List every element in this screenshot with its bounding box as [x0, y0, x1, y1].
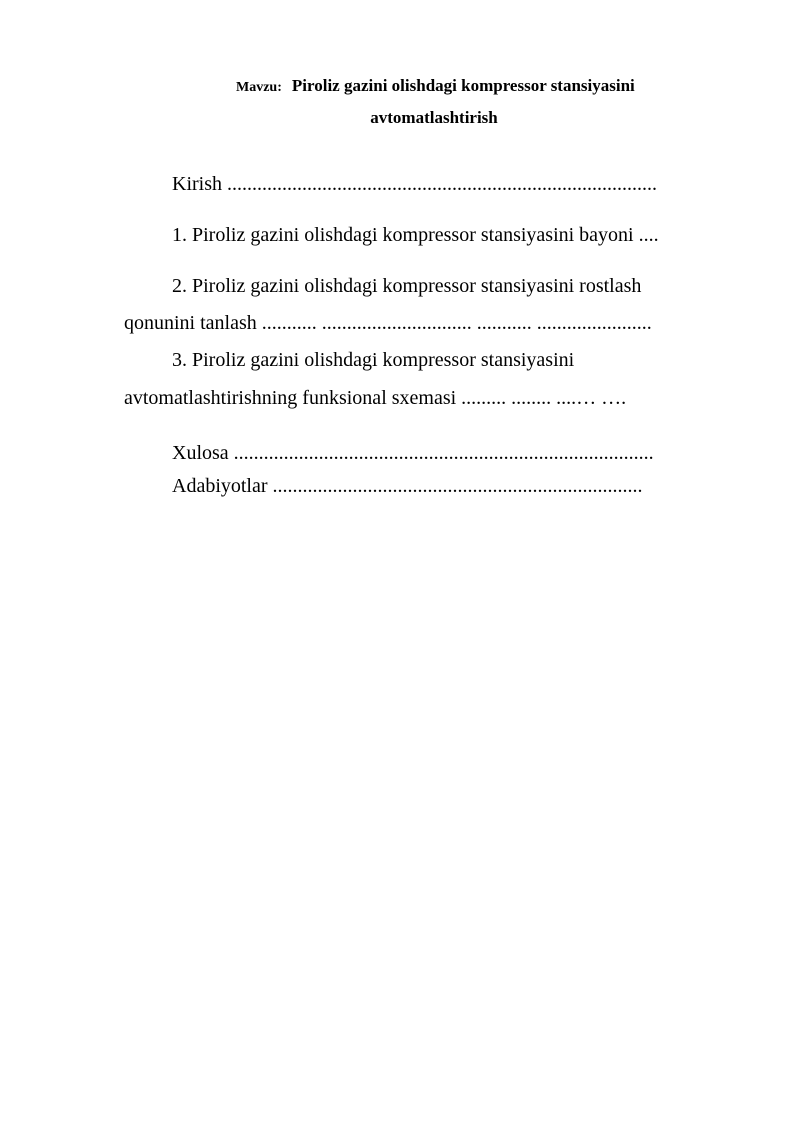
topic-heading [236, 76, 635, 96]
topic-label: Mavzu: [236, 80, 282, 95]
toc-entry-adabiyotlar: Adabiyotlar .......................................................................... [172, 475, 643, 497]
toc-entry-2-line-1: 2. Piroliz gazini olishdagi kompressor stansiyasini rostlash [172, 275, 642, 297]
toc-entry-kirish: Kirish ...................................................................................... [172, 173, 657, 195]
toc-entry-xulosa: Xulosa .................................................................................... [172, 442, 654, 464]
toc-entry-1: 1. Piroliz gazini olishdagi kompressor stansiyasini bayoni .... [172, 224, 659, 246]
topic-title-line-2: avtomatlashtirish [370, 108, 498, 127]
toc-entry-3-line-1: 3. Piroliz gazini olishdagi kompressor stansiyasini [172, 349, 575, 371]
toc-entry-3-line-2: avtomatlashtirishning funksional sxemasi ......... ........ ....… …. [124, 387, 627, 409]
toc-entry-2-line-2: qonunini tanlash ........... .............................. ........... ....................... [124, 312, 652, 334]
topic-title-line-1: Piroliz gazini olishdagi kompressor stansiyasini [291, 76, 635, 95]
